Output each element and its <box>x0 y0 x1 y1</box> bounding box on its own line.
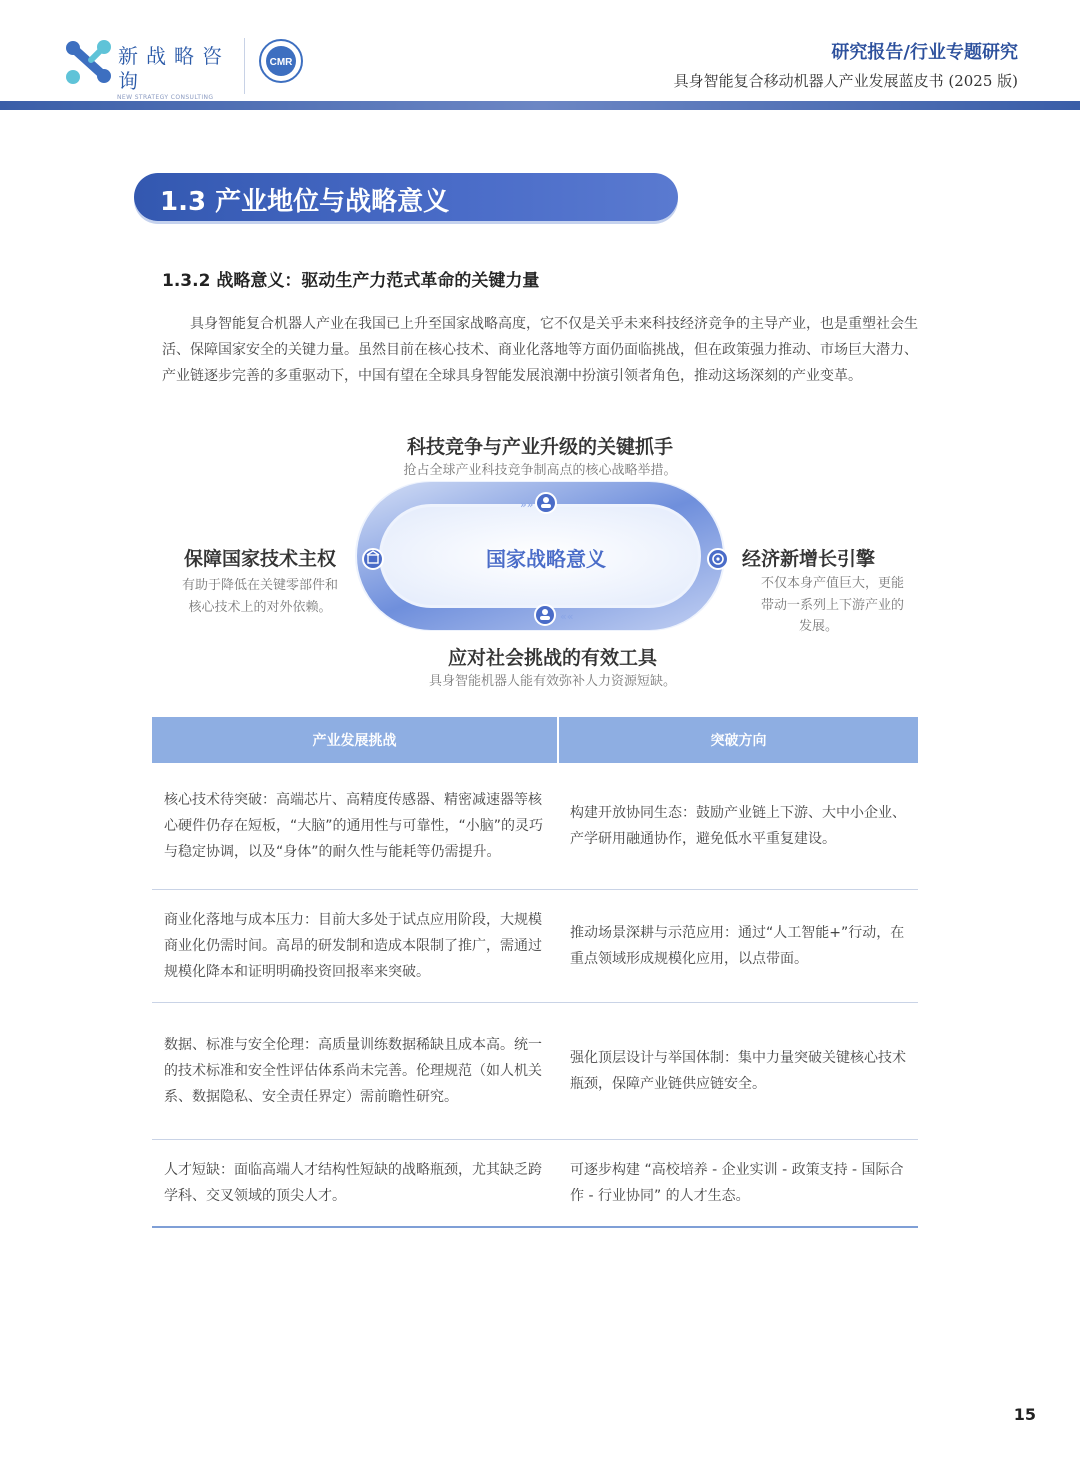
body-paragraph: 具身智能复合机器人产业在我国已上升至国家战略高度，它不仅是关乎未来科技经济竞争的主导产业，也是重塑社会生活、保障国家安全的关键力量。虽然目前在核心技术、商业化落地等方面仍面临挑战，但在政策强力推动、市场巨大潜力、产业链逐步完善的多重驱动下，中国有望在全球具身智能发展浪潮中扮演引领者角色，推动这场深刻的产业变革。 <box>162 316 918 384</box>
right-node-title: 经济新增长引擎 <box>742 548 876 570</box>
table-cell-direction: 强化顶层设计与举国体制：集中力量突破关键核心技术瓶颈，保障产业链供应链安全。 <box>558 1003 918 1140</box>
left-node-title: 保障国家技术主权 <box>183 548 336 570</box>
left-node-desc-line1: 有助于降低在关键零部件和 <box>181 578 338 593</box>
company-logo-icon <box>64 38 114 86</box>
table-row <box>152 1003 918 1140</box>
table-row <box>152 890 918 1003</box>
table-header-challenge: 产业发展挑战 <box>152 717 558 763</box>
cmr-seal-icon <box>258 38 304 84</box>
table-row <box>152 763 918 890</box>
left-node-icon <box>363 549 383 569</box>
logo-divider <box>244 38 245 94</box>
table-cell-challenge: 人才短缺：面临高端人才结构性短缺的战略瓶颈，尤其缺乏跨学科、交叉领域的顶尖人才。 <box>152 1140 558 1228</box>
table-cell-direction: 构建开放协同生态：鼓励产业链上下游、大中小企业、产学研用融通协作，避免低水平重复建设。 <box>558 763 918 890</box>
strategy-diagram <box>150 425 930 705</box>
left-node-desc-line2: 核心技术上的对外依赖。 <box>188 600 332 615</box>
table-cell-direction: 推动场景深耕与示范应用：通过“人工智能+”行动，在重点领域形成规模化应用，以点带面。 <box>558 890 918 1003</box>
table-cell-direction: 可逐步构建 “高校培养 - 企业实训 - 政策支持 - 国际合作 - 行业协同” 的人才生态。 <box>558 1140 918 1228</box>
right-node-icon <box>708 549 728 569</box>
challenge-direction-table <box>152 717 918 1228</box>
right-node-desc-line3: 发展。 <box>798 619 838 634</box>
table-cell-challenge: 数据、标准与安全伦理：高质量训练数据稀缺且成本高。统一的技术标准和安全性评估体系尚未完善。伦理规范（如人机关系、数据隐私、安全责任界定）需前瞻性研究。 <box>152 1003 558 1140</box>
page-number: 15 <box>1013 1405 1036 1424</box>
header-title: 研究报告/行业专题研究 <box>831 42 1018 63</box>
seal-text: CMR <box>269 57 293 68</box>
page-header <box>0 0 1080 110</box>
section-title-banner <box>134 173 678 221</box>
svg-text:»»: »» <box>520 498 534 511</box>
right-node-desc-line2: 带动一系列上下游产业的 <box>760 598 904 613</box>
bottom-node-title: 应对社会挑战的有效工具 <box>447 647 657 669</box>
table-header-direction: 突破方向 <box>558 717 918 763</box>
subsection-heading: 1.3.2 战略意义：驱动生产力范式革命的关键力量 <box>162 271 540 291</box>
diagram-center-label: 国家战略意义 <box>486 547 606 571</box>
top-node-desc: 抢占全球产业科技竞争制高点的核心战略举措。 <box>403 463 677 478</box>
table-row <box>152 1140 918 1228</box>
table-header-row <box>152 717 918 763</box>
logo-english-name: NEW STRATEGY CONSULTING <box>117 94 214 101</box>
table-cell-challenge: 商业化落地与成本压力：目前大多处于试点应用阶段，大规模商业化仍需时间。高昂的研发制和造成本限制了推广，需通过规模化降本和证明明确投资回报率来突破。 <box>152 890 558 1003</box>
table-cell-challenge: 核心技术待突破：高端芯片、高精度传感器、精密减速器等核心硬件仍存在短板，“大脑”的通用性与可靠性，“小脑”的灵巧与稳定协调，以及“身体”的耐久性与能耗等仍需提升。 <box>152 763 558 890</box>
section-title: 1.3 产业地位与战略意义 <box>160 187 450 217</box>
right-node-desc-line1: 不仅本身产值巨大，更能 <box>760 576 904 591</box>
logo-name: 新战略咨询 <box>118 44 230 93</box>
bottom-node-desc: 具身智能机器人能有效弥补人力资源短缺。 <box>428 674 676 689</box>
svg-text:««: «« <box>560 610 574 623</box>
top-node-title: 科技竞争与产业升级的关键抓手 <box>406 436 673 458</box>
header-subtitle: 具身智能复合移动机器人产业发展蓝皮书 (2025 版) <box>673 72 1018 90</box>
header-rule <box>0 101 1080 110</box>
